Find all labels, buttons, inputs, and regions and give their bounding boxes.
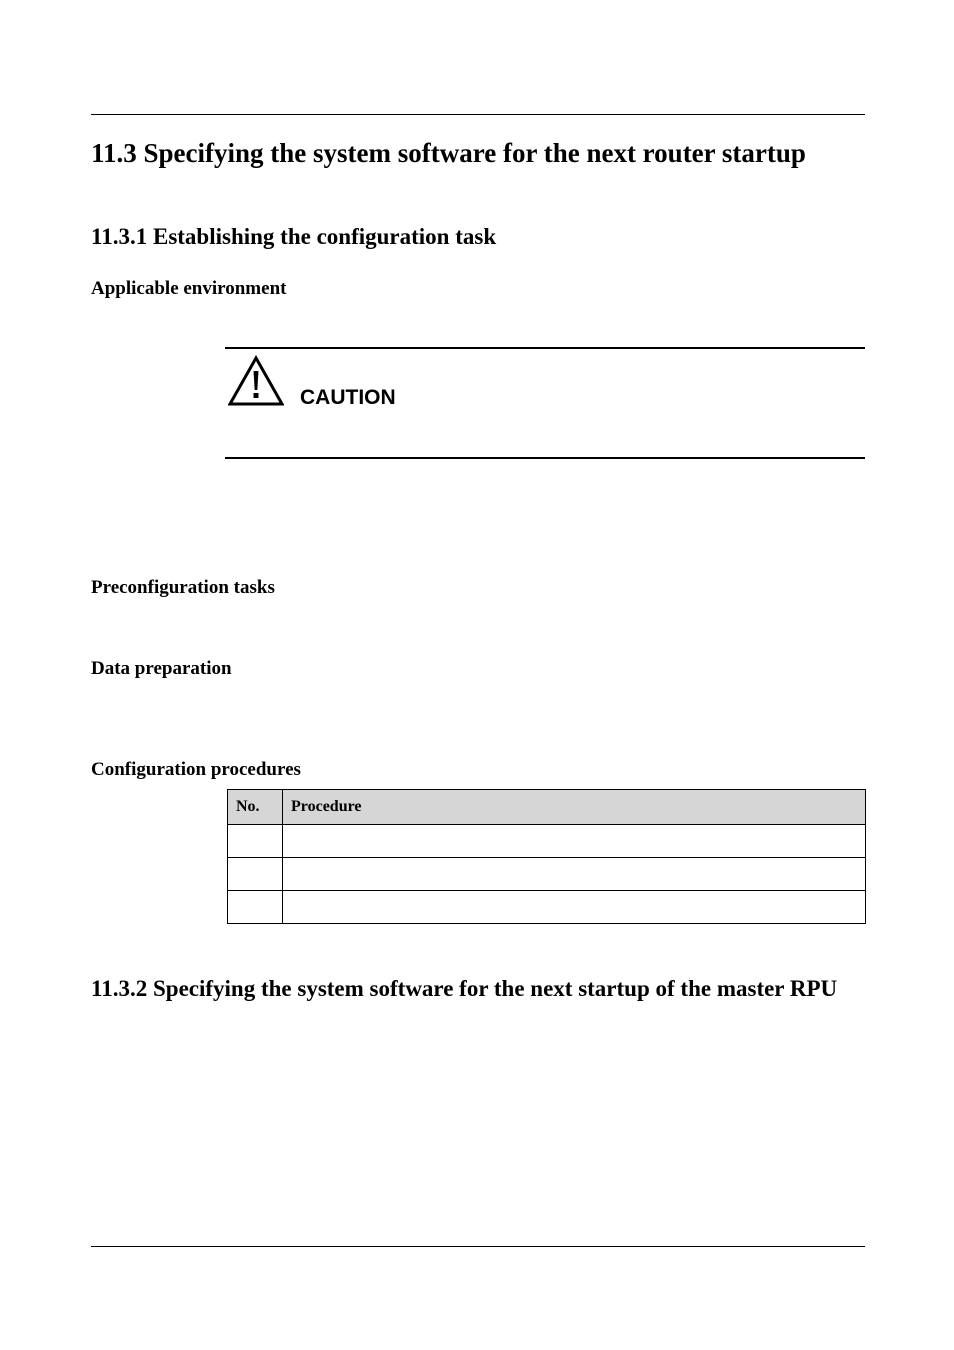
table-cell-procedure — [283, 891, 866, 924]
table-header-row — [228, 790, 866, 825]
subsection-title-master-rpu: 11.3.2 Specifying the system software for the next startup of the master RPU — [91, 976, 838, 1001]
caution-notice — [225, 347, 865, 459]
heading-configuration-procedures: Configuration procedures — [91, 759, 301, 780]
table-cell-no — [228, 858, 283, 891]
subsection-title-establishing: 11.3.1 Establishing the configuration task — [91, 224, 497, 249]
procedure-table — [227, 789, 866, 924]
column-header-procedure: Procedure — [283, 790, 866, 825]
warning-triangle-icon — [228, 355, 284, 407]
table-cell-no — [228, 825, 283, 858]
caution-label: CAUTION — [300, 386, 396, 409]
table-cell-no — [228, 891, 283, 924]
heading-data-preparation: Data preparation — [91, 658, 232, 679]
table-cell-procedure — [283, 825, 866, 858]
table-row — [228, 825, 866, 858]
header-rule — [91, 114, 865, 115]
table-cell-procedure — [283, 858, 866, 891]
footer-rule — [91, 1246, 865, 1247]
table-row — [228, 891, 866, 924]
column-header-no: No. — [228, 790, 283, 825]
section-title: 11.3 Specifying the system software for the next router startup — [91, 138, 806, 168]
heading-preconfiguration-tasks: Preconfiguration tasks — [91, 577, 275, 598]
heading-applicable-environment: Applicable environment — [91, 278, 287, 299]
table-row — [228, 858, 866, 891]
